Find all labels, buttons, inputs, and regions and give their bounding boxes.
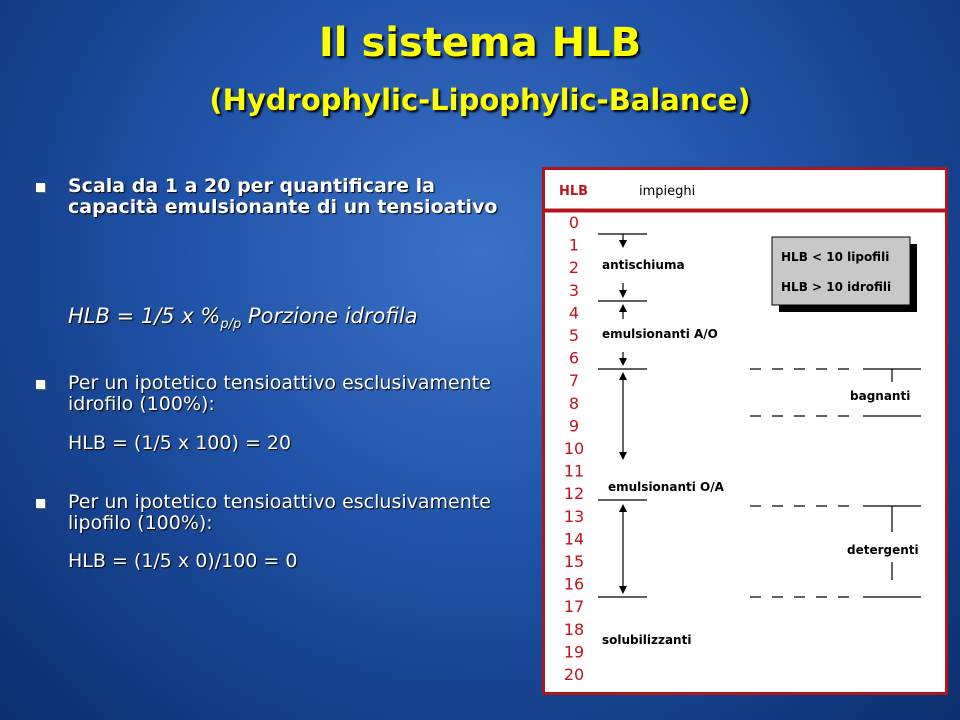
bullet-square-icon (36, 183, 45, 192)
scale-value: 8 (568, 393, 580, 413)
scale-value: 15 (563, 552, 585, 571)
bullet-square-icon (36, 380, 45, 389)
scale-value: 18 (563, 619, 585, 639)
formula-prefix: HLB = 1/5 x % (68, 304, 221, 328)
scale-value: 1 (568, 235, 580, 255)
arrow-down-icon (619, 358, 627, 366)
header-hlb: HLB (559, 184, 589, 199)
scale-value: 19 (563, 642, 585, 662)
hlb-scale (564, 213, 584, 684)
scale-value: 2 (568, 258, 580, 278)
formula-suffix: Porzione idrofila (241, 304, 418, 328)
scale-value: 20 (563, 665, 585, 684)
scale-value: 17 (563, 597, 585, 617)
right-range-bagnanti: bagnanti (850, 389, 911, 403)
scale-value: 4 (568, 303, 580, 323)
arrow-up-icon (619, 504, 627, 512)
scale-value: 9 (568, 416, 580, 436)
hlb-formula (68, 304, 418, 332)
scale-value: 13 (563, 506, 585, 526)
hlb-chart-svg (545, 170, 945, 692)
bullet-text: Per un ipotetico tensioattivo esclusivamente lipofilo (100%): (68, 491, 491, 534)
arrow-down-icon (619, 586, 627, 594)
slide-title: Il sistema HLB (318, 20, 642, 66)
right-range-lines (750, 369, 921, 597)
legend-lipofili: HLB < 10 lipofili (781, 250, 890, 264)
bullet-square-icon (36, 499, 45, 508)
scale-value: 16 (563, 574, 585, 594)
arrow-down-icon (619, 290, 627, 298)
scale-value: 11 (563, 461, 585, 481)
range-label-antischiuma: antischiuma (602, 258, 685, 272)
range-lines (598, 234, 647, 597)
legend-idrofili: HLB > 10 idrofili (781, 280, 892, 294)
arrow-up-icon (619, 304, 627, 312)
bullet-text: Per un ipotetico tensioattivo esclusivamente idrofilo (100%): (68, 372, 491, 415)
legend-box (772, 237, 917, 312)
scale-value: 5 (568, 326, 580, 345)
scale-value: 14 (563, 529, 585, 549)
header-uses: impieghi (639, 184, 696, 199)
range-label-solubilizzanti: solubilizzanti (602, 633, 692, 647)
range-label-emulsionanti-oa: emulsionanti O/A (608, 480, 724, 494)
scale-value: 10 (563, 439, 585, 458)
arrow-up-icon (619, 372, 627, 380)
scale-value: 7 (568, 371, 580, 391)
bullet-text: Scala da 1 a 20 per quantificare la capacità emulsionante di un tensioativo (68, 175, 498, 218)
right-range-detergenti: detergenti (847, 543, 919, 557)
slide-subtitle: (Hydrophylic-Lipophylic-Balance) (209, 83, 751, 117)
hlb-chart (542, 167, 948, 695)
scale-value: 6 (568, 348, 580, 368)
arrow-down-icon (619, 452, 627, 460)
equation-hydrophilic: HLB = (1/5 x 100) = 20 (68, 432, 292, 454)
scale-value: 3 (568, 280, 580, 300)
formula-subscript: p/p (220, 317, 242, 333)
scale-value: 0 (568, 213, 580, 232)
arrow-down-icon (619, 240, 627, 248)
range-label-emulsionanti-ao: emulsionanti A/O (602, 327, 718, 341)
scale-value: 12 (563, 484, 585, 504)
equation-lipophilic: HLB = (1/5 x 0)/100 = 0 (68, 550, 298, 572)
